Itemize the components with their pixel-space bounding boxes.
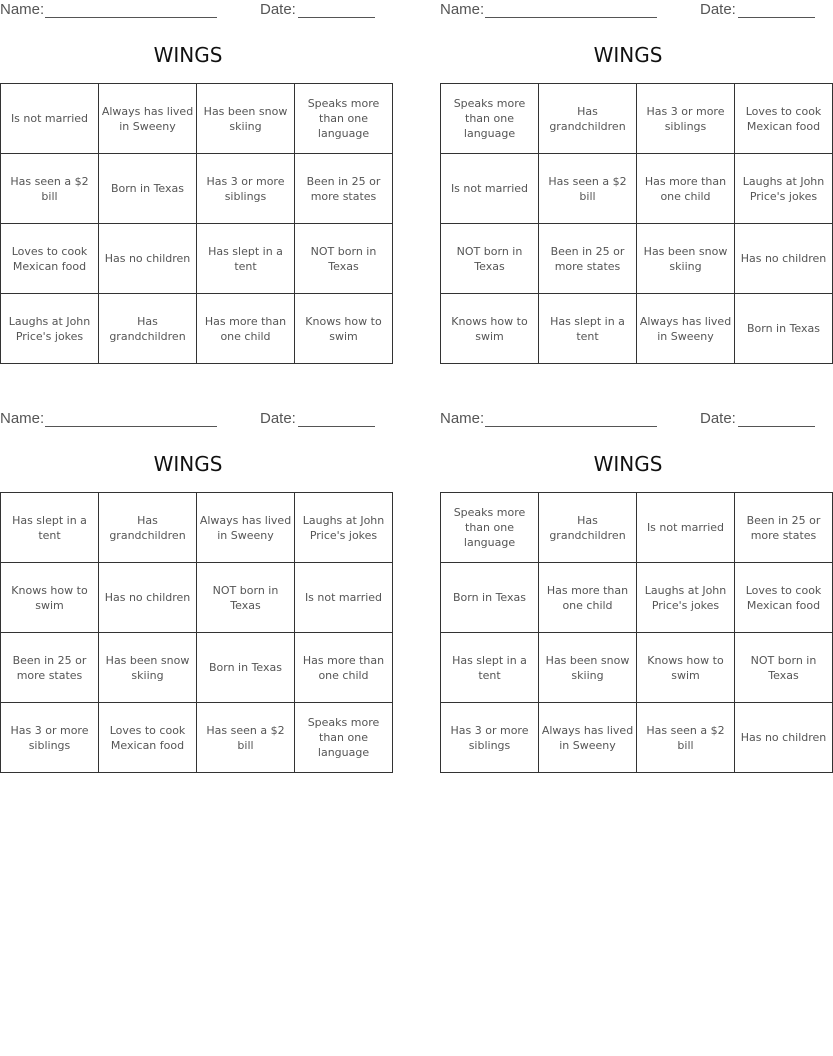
bingo-square: Has 3 or more siblings <box>197 154 295 224</box>
bingo-square: Always has lived in Sweeny <box>539 703 637 773</box>
bingo-square: Born in Texas <box>735 294 833 364</box>
bingo-square: NOT born in Texas <box>295 224 393 294</box>
bingo-square: Knows how to swim <box>295 294 393 364</box>
bingo-square: Has no children <box>99 563 197 633</box>
name-line <box>45 17 217 18</box>
name-date-header <box>0 0 376 22</box>
bingo-row <box>1 563 393 633</box>
bingo-square: Is not married <box>441 154 539 224</box>
bingo-square: Has been snow skiing <box>197 84 295 154</box>
bingo-square: Speaks more than one language <box>441 493 539 563</box>
bingo-square: Is not married <box>295 563 393 633</box>
bingo-row <box>1 633 393 703</box>
date-line <box>738 17 815 18</box>
bingo-row <box>441 224 833 294</box>
bingo-square: Has seen a $2 bill <box>197 703 295 773</box>
bingo-grid <box>0 83 393 364</box>
bingo-card <box>440 409 827 752</box>
date-line <box>738 426 815 427</box>
bingo-square: Born in Texas <box>441 563 539 633</box>
date-line <box>298 426 375 427</box>
bingo-square: Has slept in a tent <box>197 224 295 294</box>
name-date-header <box>440 409 816 431</box>
bingo-square: Has more than one child <box>637 154 735 224</box>
bingo-row <box>441 493 833 563</box>
bingo-square: Been in 25 or more states <box>735 493 833 563</box>
bingo-square: Loves to cook Mexican food <box>99 703 197 773</box>
bingo-square: Has grandchildren <box>539 493 637 563</box>
bingo-square: NOT born in Texas <box>197 563 295 633</box>
card-title: WINGS <box>593 452 663 476</box>
bingo-grid <box>440 492 833 773</box>
bingo-row <box>1 703 393 773</box>
date-label: Date: <box>260 410 296 427</box>
bingo-grid <box>0 492 393 773</box>
bingo-square: Been in 25 or more states <box>1 633 99 703</box>
bingo-square: Has seen a $2 bill <box>637 703 735 773</box>
bingo-row <box>441 563 833 633</box>
bingo-square: Has more than one child <box>295 633 393 703</box>
bingo-square: Has been snow skiing <box>637 224 735 294</box>
bingo-square: Has 3 or more siblings <box>441 703 539 773</box>
bingo-square: Laughs at John Price's jokes <box>735 154 833 224</box>
bingo-square: Has no children <box>99 224 197 294</box>
bingo-row <box>441 633 833 703</box>
card-title: WINGS <box>593 43 663 67</box>
bingo-square: Is not married <box>1 84 99 154</box>
name-line <box>485 17 657 18</box>
bingo-square: Speaks more than one language <box>295 84 393 154</box>
bingo-card <box>440 0 827 343</box>
bingo-square: Been in 25 or more states <box>295 154 393 224</box>
bingo-row <box>1 84 393 154</box>
bingo-square: Laughs at John Price's jokes <box>1 294 99 364</box>
bingo-square: Has slept in a tent <box>1 493 99 563</box>
bingo-row <box>441 84 833 154</box>
bingo-square: Always has lived in Sweeny <box>99 84 197 154</box>
date-label: Date: <box>700 410 736 427</box>
bingo-square: Has been snow skiing <box>539 633 637 703</box>
bingo-card <box>0 0 382 343</box>
bingo-square: Laughs at John Price's jokes <box>637 563 735 633</box>
bingo-square: Laughs at John Price's jokes <box>295 493 393 563</box>
bingo-square: Has grandchildren <box>99 294 197 364</box>
bingo-square: Has no children <box>735 224 833 294</box>
bingo-square: Always has lived in Sweeny <box>637 294 735 364</box>
bingo-square: Knows how to swim <box>637 633 735 703</box>
bingo-square: Speaks more than one language <box>295 703 393 773</box>
bingo-grid <box>440 83 833 364</box>
bingo-row <box>441 294 833 364</box>
bingo-row <box>1 154 393 224</box>
bingo-row <box>1 224 393 294</box>
name-date-header <box>0 409 376 431</box>
bingo-square: Knows how to swim <box>1 563 99 633</box>
bingo-square: Loves to cook Mexican food <box>735 84 833 154</box>
bingo-square: Has seen a $2 bill <box>539 154 637 224</box>
bingo-square: Has more than one child <box>197 294 295 364</box>
name-line <box>45 426 217 427</box>
bingo-square: Been in 25 or more states <box>539 224 637 294</box>
bingo-row <box>441 703 833 773</box>
name-label: Name: <box>440 410 485 427</box>
name-label: Name: <box>440 1 485 18</box>
bingo-square: Has 3 or more siblings <box>1 703 99 773</box>
date-line <box>298 17 375 18</box>
bingo-square: Always has lived in Sweeny <box>197 493 295 563</box>
bingo-square: Has grandchildren <box>99 493 197 563</box>
bingo-square: Knows how to swim <box>441 294 539 364</box>
card-title: WINGS <box>153 452 223 476</box>
bingo-square: Has more than one child <box>539 563 637 633</box>
bingo-square: NOT born in Texas <box>441 224 539 294</box>
name-label: Name: <box>0 1 45 18</box>
date-label: Date: <box>700 1 736 18</box>
bingo-square: Has slept in a tent <box>441 633 539 703</box>
bingo-square: Loves to cook Mexican food <box>1 224 99 294</box>
bingo-square: Speaks more than one language <box>441 84 539 154</box>
bingo-row <box>441 154 833 224</box>
bingo-square: Born in Texas <box>197 633 295 703</box>
bingo-row <box>1 294 393 364</box>
bingo-square: Loves to cook Mexican food <box>735 563 833 633</box>
card-title: WINGS <box>153 43 223 67</box>
date-label: Date: <box>260 1 296 18</box>
bingo-square: Has grandchildren <box>539 84 637 154</box>
bingo-square: Has 3 or more siblings <box>637 84 735 154</box>
bingo-card <box>0 409 385 759</box>
bingo-square: Has slept in a tent <box>539 294 637 364</box>
bingo-square: NOT born in Texas <box>735 633 833 703</box>
bingo-square: Has been snow skiing <box>99 633 197 703</box>
bingo-square: Has no children <box>735 703 833 773</box>
name-date-header <box>440 0 816 22</box>
bingo-square: Born in Texas <box>99 154 197 224</box>
name-label: Name: <box>0 410 45 427</box>
bingo-square: Has seen a $2 bill <box>1 154 99 224</box>
name-line <box>485 426 657 427</box>
bingo-row <box>1 493 393 563</box>
bingo-square: Is not married <box>637 493 735 563</box>
